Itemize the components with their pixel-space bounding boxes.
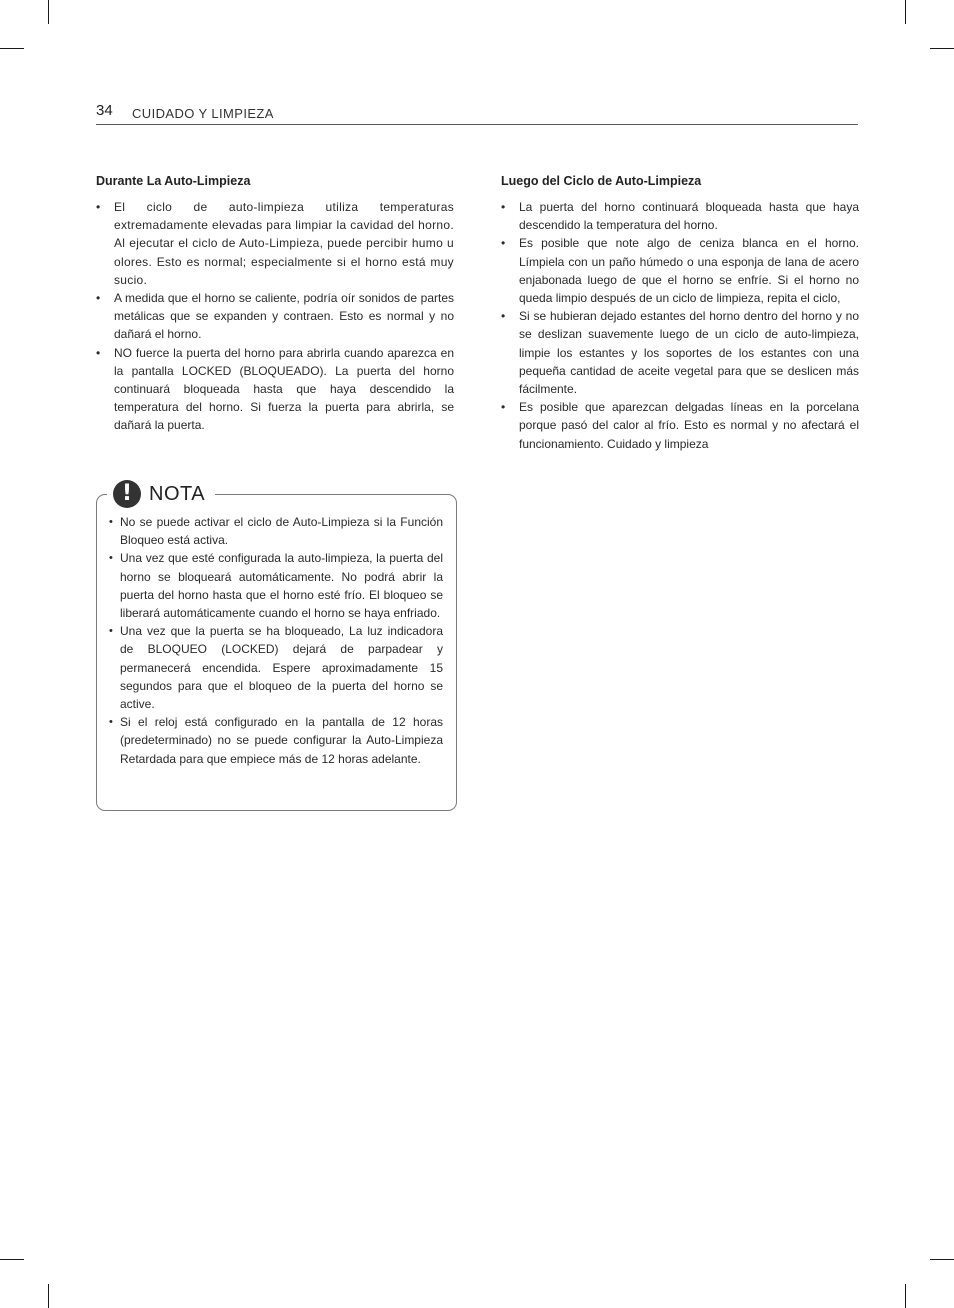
bullet-icon: •: [501, 200, 506, 214]
list-item-text: Si se hubieran dejado estantes del horno dentro del horno y no se deslizan suavemente luego de un ciclo de auto-limpieza, limpie los estantes y los soportes de los estantes con una pequeña cantidad de aceite vegetal para que se deslicen más fácilmente.: [519, 309, 859, 397]
right-bullet-list: [501, 198, 859, 453]
bullet-icon: •: [501, 309, 506, 324]
list-item-text: Es posible que note algo de ceniza blanca en el horno. Límpiela con un paño húmedo o una esponja de lana de acero enjabonada luego de que el horno se enfríe. Si el horno no queda limpio después de un ciclo de limpieza, repita el ciclo,: [519, 236, 859, 306]
bullet-icon: •: [501, 400, 506, 415]
list-item-text: Si el reloj está configurado en la pantalla de 12 horas (predeterminado) no se puede configurar la Auto-Limpieza Retardada para que empiece más de 12 horas adelante.: [120, 715, 443, 766]
left-column-heading: Durante La Auto-Limpieza: [96, 174, 251, 188]
crop-mark: [905, 0, 906, 24]
crop-mark: [930, 48, 954, 49]
crop-mark: [48, 0, 49, 24]
list-item: [501, 198, 859, 234]
note-title: NOTA: [149, 482, 206, 505]
crop-mark: [905, 1284, 906, 1308]
bullet-icon: •: [501, 236, 506, 251]
page-header: [96, 100, 858, 125]
bullet-icon: •: [109, 552, 113, 565]
list-item: [109, 549, 443, 622]
bullet-icon: •: [96, 291, 101, 306]
bullet-icon: •: [109, 716, 113, 729]
list-item: [501, 398, 859, 453]
list-item: [109, 713, 443, 768]
list-item-text: El ciclo de auto-limpieza utiliza temperaturas extremadamente elevadas para limpiar la cavidad del horno. Al ejecutar el ciclo de Auto-Limpieza, puede percibir humo u olores. Esto es normal; especialmente si el horno está muy sucio.: [114, 200, 454, 287]
right-column: [501, 172, 859, 453]
page-number: 34: [96, 102, 113, 119]
list-item: [109, 513, 443, 549]
list-item-text: No se puede activar el ciclo de Auto-Limpieza si la Función Bloqueo está activa.: [120, 515, 443, 548]
list-item-text: Una vez que la puerta se ha bloqueado, La luz indicadora de BLOQUEO (LOCKED) dejará de parpadear y permanecerá encendida. Espere aproximadamente 15 segundos para que el bloqueo de la puerta del horno se active.: [120, 624, 443, 712]
left-column: [96, 172, 454, 435]
list-item-text: Es posible que aparezcan delgadas líneas en la porcelana porque pasó del calor al frío. Esto es normal y no afectará el funcionamiento. Cuidado y limpieza: [519, 400, 859, 451]
exclamation-icon: !: [113, 480, 141, 508]
list-item: [96, 198, 454, 289]
note-box: [96, 481, 457, 811]
bullet-icon: •: [109, 516, 113, 528]
list-item-text: La puerta del horno continuará bloqueada hasta que haya descendido la temperatura del horno.: [519, 200, 859, 233]
list-item: [501, 234, 859, 307]
crop-mark: [0, 1259, 24, 1260]
list-item: [96, 344, 454, 435]
section-title: CUIDADO Y LIMPIEZA: [132, 106, 274, 121]
bullet-icon: •: [109, 625, 113, 638]
list-item-text: A medida que el horno se caliente, podría oír sonidos de partes metálicas que se expanden y contraen. Esto es normal y no dañará el horno.: [114, 291, 454, 342]
right-column-heading: Luego del Ciclo de Auto-Limpieza: [501, 174, 702, 188]
crop-mark: [930, 1259, 954, 1260]
list-item-text: NO fuerce la puerta del horno para abrirla cuando aparezca en la pantalla LOCKED (BLOQUEADO). La puerta del horno continuará bloqueada hasta que haya descendido la temperatura del horno. Si fuerza la puerta para abrirla, se dañará la puerta.: [114, 345, 454, 433]
bullet-icon: •: [96, 345, 101, 360]
list-item-text: Una vez que esté configurada la auto-limpieza, la puerta del horno se bloqueará automáticamente. No podrá abrir la puerta del horno hasta que el horno esté frío. El bloqueo se liberará automáticamente cuando el horno se haya enfriado.: [120, 551, 443, 621]
note-legend: [107, 479, 215, 509]
note-bullet-list: [109, 513, 443, 768]
crop-mark: [0, 48, 24, 49]
bullet-icon: •: [96, 200, 101, 214]
list-item: [501, 307, 859, 398]
list-item: [96, 289, 454, 344]
list-item: [109, 622, 443, 713]
left-bullet-list: [96, 198, 454, 435]
crop-mark: [48, 1284, 49, 1308]
